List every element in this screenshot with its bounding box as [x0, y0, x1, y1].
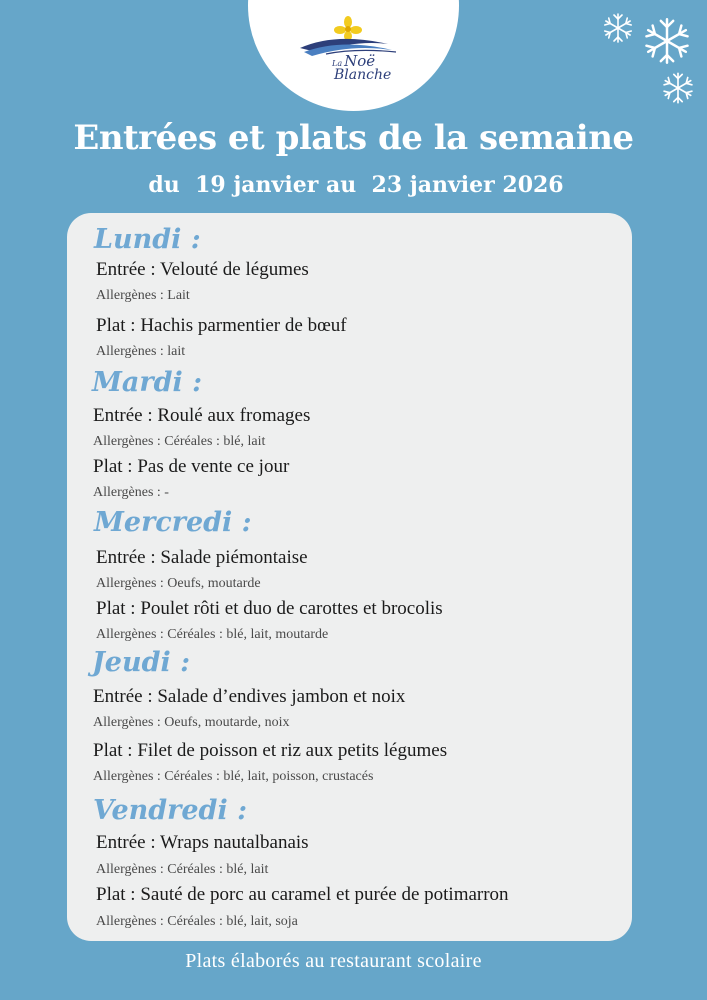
- plat-mardi: Plat : Pas de vente ce jour: [93, 456, 290, 477]
- date-range: du 19 janvier au 23 janvier 2026: [148, 172, 564, 198]
- entree-jeudi: Entrée : Salade d’endives jambon et noix: [93, 686, 406, 707]
- plat-jeudi: Plat : Filet de poisson et riz aux petits légumes: [93, 740, 448, 761]
- entree-allergens-jeudi: Allergènes : Oeufs, moutarde, noix: [93, 715, 290, 730]
- logo-name-line2: Blanche: [334, 67, 392, 83]
- plat-allergens-jeudi: Allergènes : Céréales : blé, lait, poisson, crustacés: [93, 769, 374, 784]
- plat-allergens-vendredi: Allergènes : Céréales : blé, lait, soja: [96, 914, 298, 929]
- page-title: Entrées et plats de la semaine: [73, 118, 634, 158]
- day-heading-jeudi: Jeudi :: [92, 647, 191, 678]
- snowflakes-icon: [596, 8, 700, 108]
- plat-allergens-lundi: Allergènes : lait: [96, 344, 186, 359]
- entree-mardi: Entrée : Roulé aux fromages: [93, 405, 311, 426]
- plat-mercredi: Plat : Poulet rôti et duo de carottes et brocolis: [96, 598, 443, 619]
- day-heading-vendredi: Vendredi :: [93, 795, 248, 826]
- day-heading-mercredi: Mercredi :: [94, 507, 252, 538]
- entree-allergens-mercredi: Allergènes : Oeufs, moutarde: [96, 576, 261, 591]
- plat-vendredi: Plat : Sauté de porc au caramel et purée de potimarron: [96, 884, 509, 905]
- entree-allergens-lundi: Allergènes : Lait: [96, 288, 190, 303]
- day-heading-mardi: Mardi :: [92, 367, 203, 398]
- plat-allergens-mercredi: Allergènes : Céréales : blé, lait, moutarde: [96, 627, 329, 642]
- footer-note: Plats élaborés au restaurant scolaire: [185, 950, 482, 972]
- entree-allergens-vendredi: Allergènes : Céréales : blé, lait: [96, 862, 269, 877]
- entree-lundi: Entrée : Velouté de légumes: [96, 259, 309, 280]
- day-heading-lundi: Lundi :: [94, 224, 201, 255]
- entree-allergens-mardi: Allergènes : Céréales : blé, lait: [93, 434, 266, 449]
- logo-name-line1: La Noë: [332, 52, 376, 70]
- entree-mercredi: Entrée : Salade piémontaise: [96, 547, 308, 568]
- entree-vendredi: Entrée : Wraps nautalbanais: [96, 832, 309, 853]
- plat-lundi: Plat : Hachis parmentier de bœuf: [96, 315, 347, 336]
- plat-allergens-mardi: Allergènes : -: [93, 485, 169, 500]
